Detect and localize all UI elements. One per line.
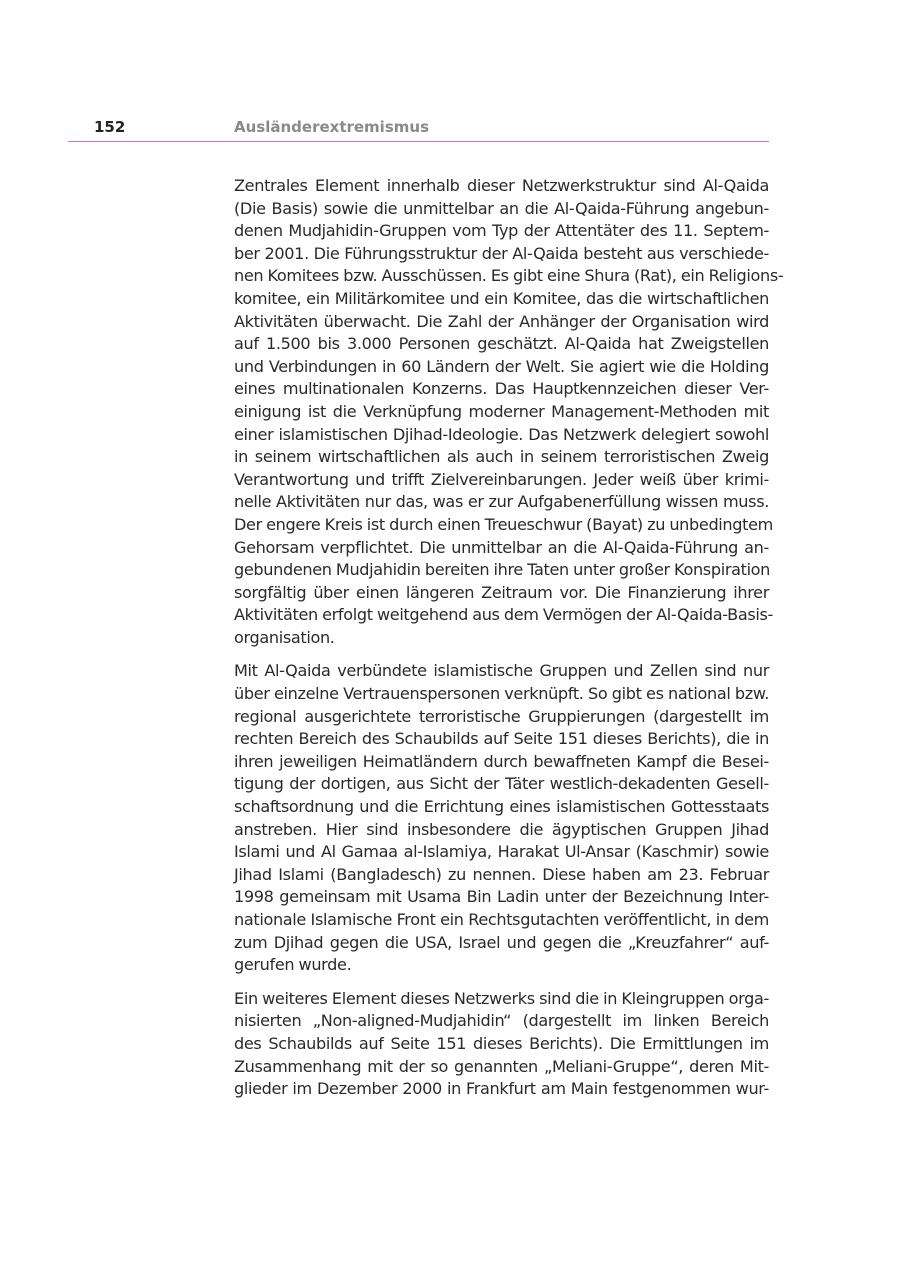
text-line: schaftsordnung und die Errichtung eines islamistischen Gottesstaats: [234, 797, 769, 817]
body-text: [234, 175, 784, 1101]
text-line: anstreben. Hier sind insbesondere die ägyptischen Gruppen Jihad: [234, 819, 769, 839]
text-line: gerufen wurde.: [234, 955, 352, 975]
text-line: nisierten „Non-aligned-Mudjahidin“ (dargestellt im linken Bereich: [234, 1011, 769, 1031]
text-line: in seinem wirtschaftlichen als auch in seinem terroristischen Zweig: [234, 447, 769, 467]
text-line: Zusammenhang mit der so genannten „Meliani-Gruppe“, deren Mit-: [234, 1056, 769, 1076]
text-line: Aktivitäten erfolgt weitgehend aus dem Vermögen der Al-Qaida-Basis-: [234, 605, 774, 625]
paragraph: [234, 988, 769, 1101]
text-line: zum Djihad gegen die USA, Israel und gegen die „Kreuzfahrer“ auf-: [234, 932, 769, 952]
text-line: und Verbindungen in 60 Ländern der Welt. Sie agiert wie die Holding: [234, 356, 769, 376]
text-line: Aktivitäten überwacht. Die Zahl der Anhänger der Organisation wird: [234, 311, 769, 331]
text-line: einigung ist die Verknüpfung moderner Management-Methoden mit: [234, 401, 769, 421]
paragraph: [234, 175, 784, 649]
text-line: organisation.: [234, 627, 335, 647]
text-line: nen Komitees bzw. Ausschüssen. Es gibt eine Shura (Rat), ein Religions-: [234, 266, 784, 286]
text-line: nationale Islamische Front ein Rechtsgutachten veröffentlicht, in dem: [234, 910, 769, 929]
page-header: [68, 116, 769, 142]
text-line: Zentrales Element innerhalb dieser Netzwerkstruktur sind Al-Qaida: [234, 176, 769, 195]
text-line: auf 1.500 bis 3.000 Personen geschätzt. Al-Qaida hat Zweigstellen: [234, 334, 769, 354]
text-line: (Die Basis) sowie die unmittelbar an die Al-Qaida-Führung angebun-: [234, 198, 769, 218]
text-line: 1998 gemeinsam mit Usama Bin Ladin unter der Bezeichnung Inter-: [234, 887, 769, 907]
text-line: einer islamistischen Djihad-Ideologie. Das Netzwerk delegiert sowohl: [234, 424, 769, 444]
header-rule: [68, 141, 769, 142]
text-line: ihren jeweiligen Heimatländern durch bewaffneten Kampf die Besei-: [234, 751, 769, 771]
text-line: Mit Al-Qaida verbündete islamistische Gruppen und Zellen sind nur: [234, 661, 769, 681]
text-line: des Schaubilds auf Seite 151 dieses Berichts). Die Ermittlungen im: [234, 1033, 769, 1053]
text-line: Ein weiteres Element dieses Netzwerks sind die in Kleingruppen orga-: [234, 988, 769, 1008]
text-line: glieder im Dezember 2000 in Frankfurt am Main festgenommen wur-: [234, 1079, 769, 1099]
text-line: sorgfältig über einen längeren Zeitraum vor. Die Finanzierung ihrer: [234, 582, 769, 602]
text-line: denen Mudjahidin-Gruppen vom Typ der Attentäter des 11. Septem-: [234, 221, 769, 241]
text-line: nelle Aktivitäten nur das, was er zur Aufgabenerfüllung wissen muss.: [234, 492, 769, 512]
text-line: über einzelne Vertrauenspersonen verknüpft. So gibt es national bzw.: [234, 684, 769, 704]
text-line: regional ausgerichtete terroristische Gruppierungen (dargestellt im: [234, 706, 769, 726]
text-line: ber 2001. Die Führungsstruktur der Al-Qaida besteht aus verschiede-: [234, 243, 769, 263]
text-line: gebundenen Mudjahidin bereiten ihre Taten unter großer Konspiration: [234, 560, 771, 580]
text-line: Verantwortung und trifft Zielvereinbarungen. Jeder weiß über krimi-: [234, 469, 769, 489]
text-line: tigung der dortigen, aus Sicht der Täter westlich-dekadenten Gesell-: [234, 774, 769, 794]
text-line: Gehorsam verpflichtet. Die unmittelbar an die Al-Qaida-Führung an-: [234, 537, 769, 557]
text-line: Der engere Kreis ist durch einen Treueschwur (Bayat) zu unbedingtem: [234, 514, 773, 534]
text-line: eines multinationalen Konzerns. Das Hauptkennzeichen dieser Ver-: [234, 379, 769, 399]
paragraph: [234, 660, 769, 976]
page-number: 152: [94, 118, 126, 136]
running-head: Ausländerextremismus: [234, 118, 429, 136]
text-line: rechten Bereich des Schaubilds auf Seite 151 dieses Berichts), die in: [234, 729, 769, 749]
text-line: Jihad Islami (Bangladesch) zu nennen. Diese haben am 23. Februar: [234, 864, 769, 884]
text-line: Islami und Al Gamaa al-Islamiya, Harakat Ul-Ansar (Kaschmir) sowie: [234, 842, 769, 862]
text-line: komitee, ein Militärkomitee und ein Komitee, das die wirtschaftlichen: [234, 288, 769, 308]
